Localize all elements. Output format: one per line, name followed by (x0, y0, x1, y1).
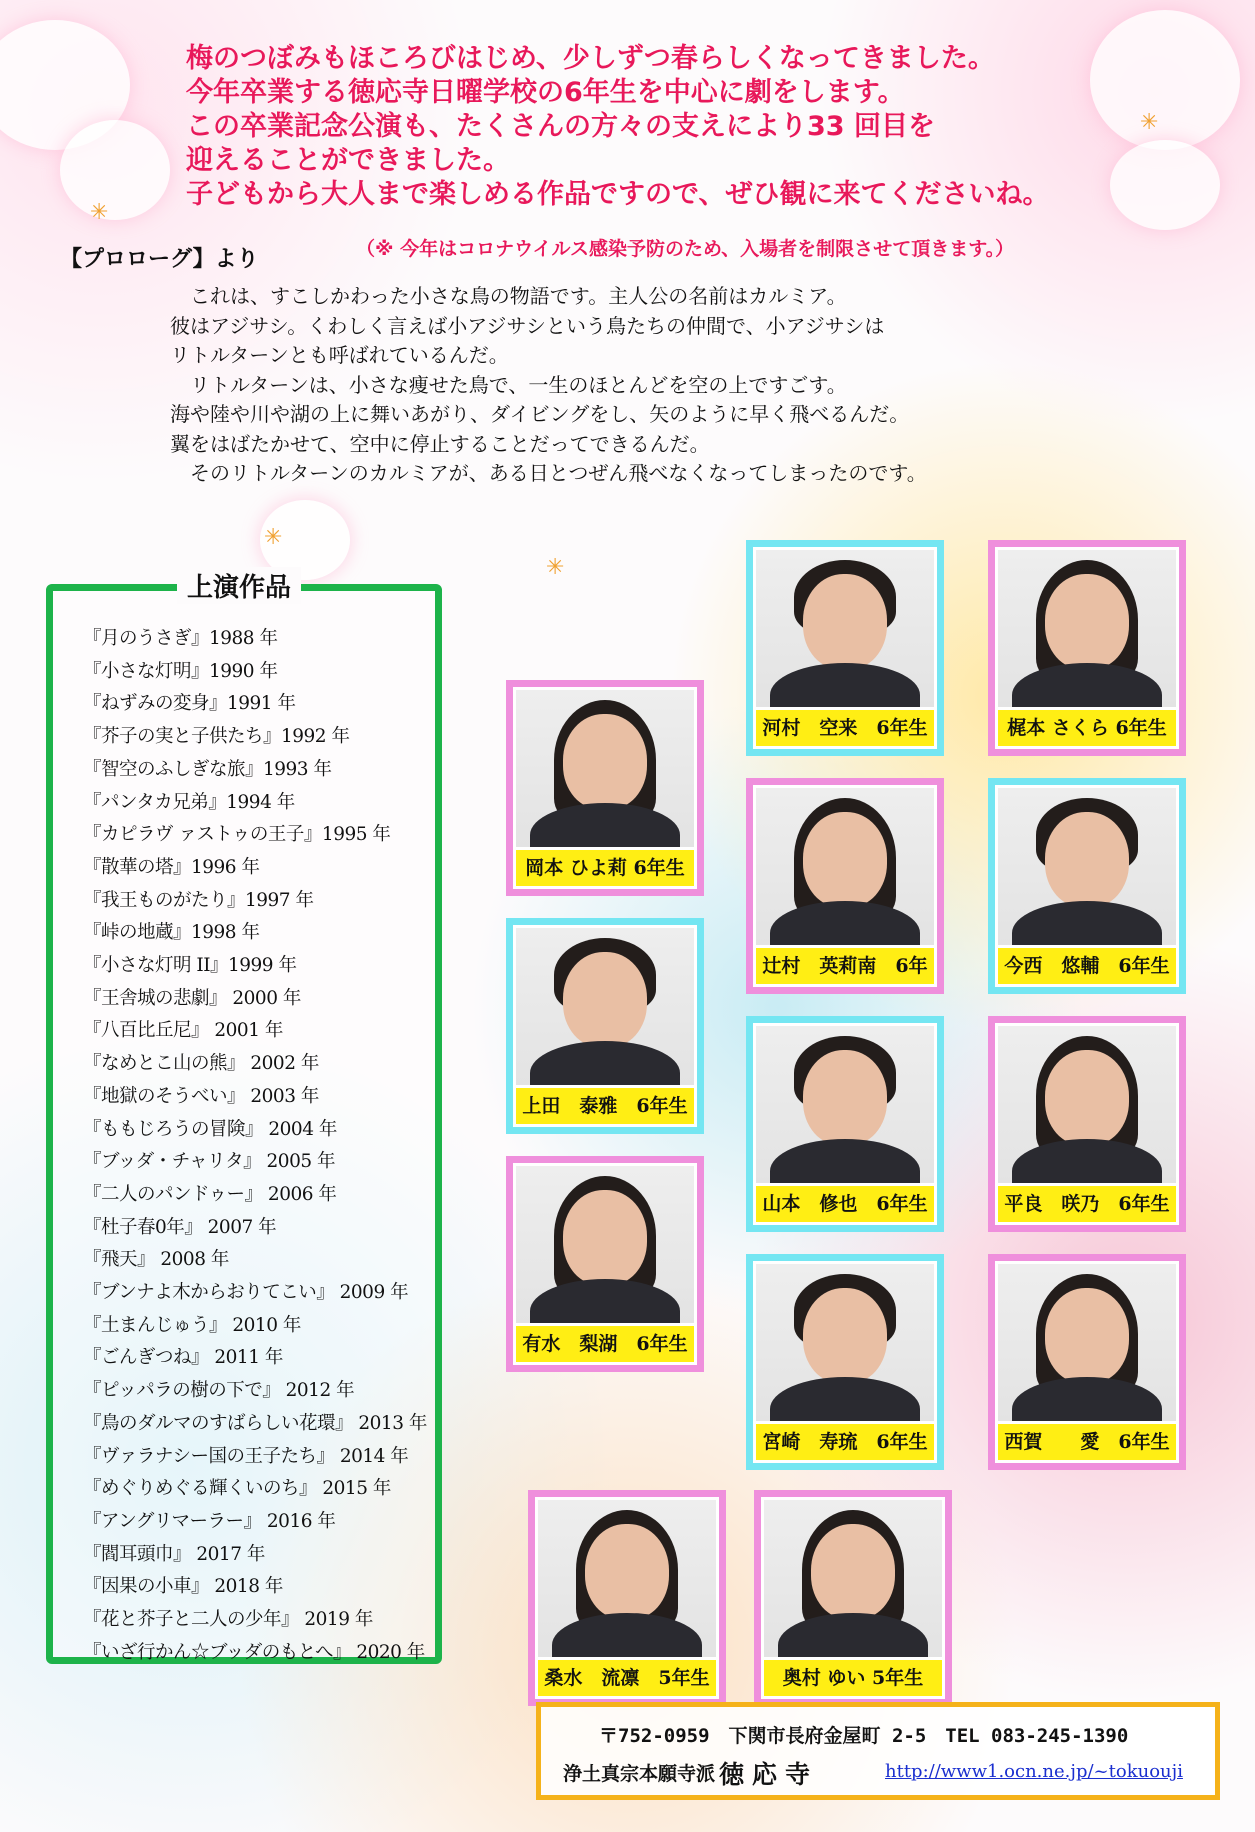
intro-line: 今年卒業する徳応寺日曜学校の6年生を中心に劇をします。 (186, 77, 905, 108)
sparkle-icon: ✳ (90, 200, 109, 225)
prologue-title: 【プロローグ】より (60, 247, 259, 272)
student-card (746, 778, 944, 994)
clothing-shape (1012, 1377, 1162, 1421)
student-name: 平良 咲乃 6年生 (998, 1186, 1176, 1222)
story-line: 翼をはばたかせて、空中に停止することだってできるんだ。 (170, 431, 710, 456)
clothing-shape (1012, 901, 1162, 945)
face-shape (563, 952, 647, 1048)
past-work-item: 『智空のふしぎな旅』1993 年 (83, 758, 332, 780)
past-works-list (83, 623, 427, 1670)
face-shape (585, 1524, 669, 1620)
student-photo (756, 550, 934, 707)
face-shape (803, 1050, 887, 1146)
face-shape (1045, 574, 1129, 670)
student-photo (764, 1500, 942, 1657)
temple-contact-box (536, 1702, 1220, 1800)
blossom-decoration (60, 120, 170, 220)
past-work-item: 『小さな灯明 II』1999 年 (83, 955, 297, 977)
past-work-item: 『二人のパンドゥー』 2006 年 (83, 1183, 337, 1205)
past-work-item: 『カピラヴ ァストゥの王子』1995 年 (83, 824, 391, 846)
student-name: 岡本 ひよ莉 6年生 (516, 850, 694, 886)
student-photo (998, 1264, 1176, 1421)
past-work-item: 『月のうさぎ』1988 年 (83, 628, 278, 649)
face-shape (1045, 1050, 1129, 1146)
past-work-item: 『地獄のそうべい』 2003 年 (83, 1085, 319, 1107)
clothing-shape (1012, 1139, 1162, 1183)
student-photo (998, 1026, 1176, 1183)
face-shape (1045, 1288, 1129, 1384)
student-name: 梶本 さくら 6年生 (998, 710, 1176, 746)
student-name: 桑水 流凛 5年生 (538, 1660, 716, 1696)
student-card (506, 918, 704, 1134)
face-shape (803, 1288, 887, 1384)
intro-line: 梅のつぼみもほころびはじめ、少しずつ春らしくなってきました。 (186, 43, 995, 74)
past-work-item: 『八百比丘尼』 2001 年 (83, 1020, 283, 1042)
past-work-item: 『閻耳頭巾』 2017 年 (83, 1543, 265, 1565)
story-line: 彼はアジサシ。くわしく言えば小アジサシという鳥たちの仲間で、小アジサシは (170, 313, 885, 338)
past-work-item: 『アングリマーラー』 2016 年 (83, 1510, 336, 1532)
past-work-item: 『ピッパラの樹の下で』 2012 年 (83, 1380, 355, 1402)
past-work-item: 『飛天』 2008 年 (83, 1249, 229, 1271)
past-work-item: 『鳥のダルマのすばらしい花環』 2013 年 (83, 1412, 427, 1434)
student-photo (538, 1500, 716, 1657)
student-card (754, 1490, 952, 1706)
student-photo (756, 1264, 934, 1421)
intro-message (186, 42, 1206, 212)
student-name: 上田 泰雅 6年生 (516, 1088, 694, 1124)
past-work-item: 『ごんぎつね』 2011 年 (83, 1347, 283, 1369)
story-line: これは、すこしかわった小さな鳥の物語です。主人公の名前はカルミア。 (170, 284, 847, 308)
past-work-item: 『小さな灯明』1990 年 (83, 660, 278, 682)
student-name: 辻村 英莉南 6年 (756, 948, 934, 984)
past-work-item: 『めぐりめぐる輝くいのち』 2015 年 (83, 1478, 391, 1500)
website-link[interactable]: http://www1.ocn.ne.jp/~tokuouji (885, 1761, 1183, 1782)
student-card (506, 680, 704, 896)
clothing-shape (530, 1041, 680, 1085)
student-photo (516, 928, 694, 1085)
clothing-shape (770, 1377, 920, 1421)
face-shape (803, 812, 887, 908)
past-work-item: 『我王ものがたり』1997 年 (83, 889, 314, 911)
student-card (988, 778, 1186, 994)
student-photo (756, 1026, 934, 1183)
student-name: 奥村 ゆい 5年生 (764, 1660, 942, 1696)
story-line: 海や陸や川や湖の上に舞いあがり、ダイビングをし、矢のように早く飛べるんだ。 (170, 402, 910, 426)
clothing-shape (552, 1613, 702, 1657)
past-works-title: 上演作品 (177, 567, 301, 604)
story-line: リトルターンとも呼ばれているんだ。 (170, 343, 509, 367)
student-photo (516, 1166, 694, 1323)
past-work-item: 『花と芥子と二人の少年』 2019 年 (83, 1609, 373, 1631)
past-work-item: 『杜子春0年』 2007 年 (83, 1216, 277, 1238)
story-line: リトルターンは、小さな痩せた鳥で、一生のほとんどを空の上ですごす。 (170, 372, 847, 397)
clothing-shape (778, 1613, 928, 1657)
clothing-shape (530, 1279, 680, 1323)
clothing-shape (1012, 663, 1162, 707)
student-card (988, 540, 1186, 756)
student-card (988, 1016, 1186, 1232)
student-name: 山本 修也 6年生 (756, 1186, 934, 1222)
student-name: 有水 梨湖 6年生 (516, 1326, 694, 1362)
past-work-item: 『ももじろうの冒険』 2004 年 (83, 1118, 337, 1140)
past-work-item: 『ねずみの変身』1991 年 (83, 693, 296, 715)
face-shape (1045, 812, 1129, 908)
student-name: 河村 空来 6年生 (756, 710, 934, 746)
story-line: そのリトルターンのカルミアが、ある日とつぜん飛べなくなってしまったのです。 (170, 461, 927, 485)
clothing-shape (770, 663, 920, 707)
student-photo (998, 550, 1176, 707)
past-works-panel (46, 573, 442, 1664)
past-work-item: 『パンタカ兄弟』1994 年 (83, 791, 295, 813)
face-shape (803, 574, 887, 670)
face-shape (811, 1524, 895, 1620)
past-work-item: 『土まんじゅう』 2010 年 (83, 1314, 301, 1336)
intro-line: 子どもから大人まで楽しめる作品ですので、ぜひ観に来てくださいね。 (186, 179, 1050, 210)
past-work-item: 『ブッダ・チャリタ』 2005 年 (83, 1151, 335, 1173)
student-name: 宮崎 寿琉 6年生 (756, 1424, 934, 1460)
student-photo (756, 788, 934, 945)
student-photo (516, 690, 694, 847)
past-work-item: 『ブンナよ木からおりてこい』 2009 年 (83, 1282, 409, 1304)
intro-line: 迎えることができました。 (186, 145, 510, 176)
past-work-item: 『王舎城の悲劇』 2000 年 (83, 987, 301, 1009)
sparkle-icon: ✳ (264, 525, 283, 550)
past-work-item: 『散華の塔』1996 年 (83, 856, 260, 878)
past-work-item: 『峠の地蔵』1998 年 (83, 922, 260, 944)
student-card (988, 1254, 1186, 1470)
face-shape (563, 1190, 647, 1286)
admission-notice: （※ 今年はコロナウイルス感染予防のため、入場者を制限させて頂きます。） (356, 238, 1015, 260)
address-and-phone: 〒752-0959 下関市長府金屋町 2-5 TEL 083-245-1390 (599, 1725, 1129, 1747)
denomination: 浄土真宗本願寺派 (563, 1763, 716, 1785)
student-card (746, 1254, 944, 1470)
past-work-item: 『因果の小車』 2018 年 (83, 1576, 283, 1598)
past-work-item: 『芥子の実と子供たち』1992 年 (83, 726, 350, 748)
sparkle-icon: ✳ (546, 555, 565, 580)
past-work-item: 『ヴァラナシー国の王子たち』 2014 年 (83, 1445, 409, 1467)
intro-line: この卒業記念公演も、たくさんの方々の支えにより33 回目を (186, 111, 935, 142)
student-photo (998, 788, 1176, 945)
past-work-item: 『なめとこ山の熊』 2002 年 (83, 1053, 319, 1075)
student-card (746, 540, 944, 756)
student-name: 今西 悠輔 6年生 (998, 948, 1176, 984)
clothing-shape (770, 901, 920, 945)
clothing-shape (530, 803, 680, 847)
temple-name: 徳応寺 (719, 1760, 819, 1789)
clothing-shape (770, 1139, 920, 1183)
sparkle-icon: ✳ (1140, 110, 1159, 135)
past-work-item: 『いざ行かん☆ブッダのもとへ』 2020 年 (83, 1641, 425, 1663)
student-card (528, 1490, 726, 1706)
student-card (746, 1016, 944, 1232)
student-card (506, 1156, 704, 1372)
student-name: 西賀 愛 6年生 (998, 1424, 1176, 1460)
face-shape (563, 714, 647, 810)
prologue-text (170, 282, 1180, 489)
